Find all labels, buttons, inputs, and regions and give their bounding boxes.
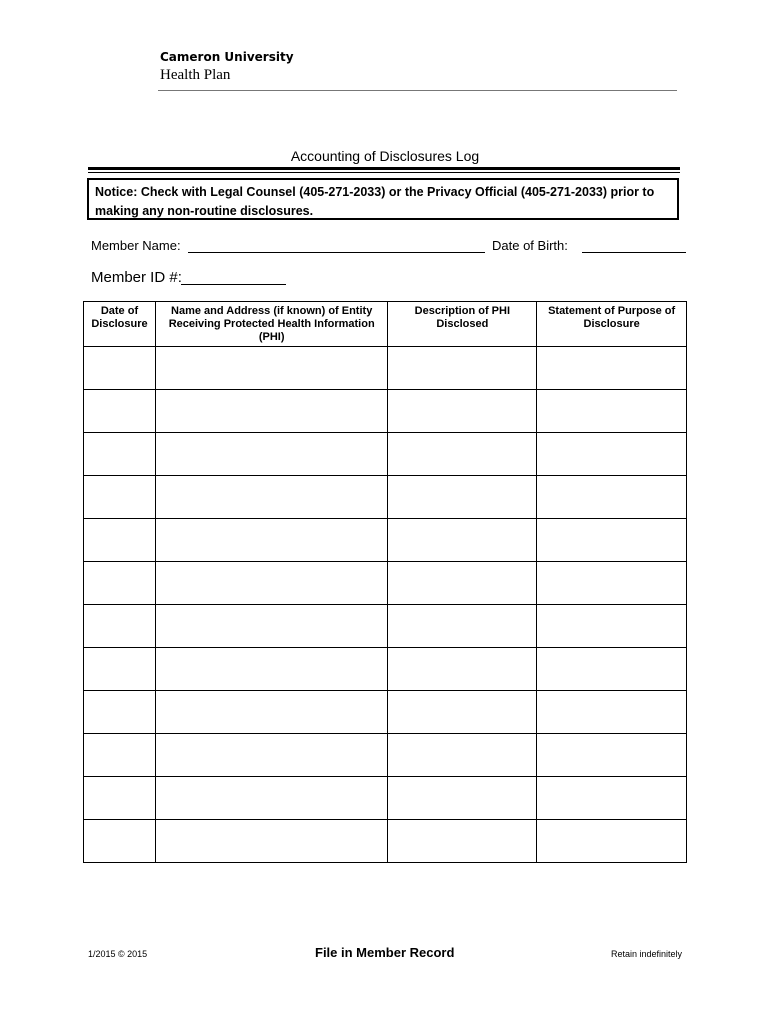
notice-box: Notice: Check with Legal Counsel (405-271-2033) or the Privacy Official (405-271-2033) prior to making any non-routine disclosures. [87, 178, 679, 220]
table-row [84, 605, 687, 648]
purpose-cell[interactable] [537, 476, 687, 519]
date-cell[interactable] [84, 691, 156, 734]
purpose-cell[interactable] [537, 691, 687, 734]
date-cell[interactable] [84, 820, 156, 863]
date-cell[interactable] [84, 390, 156, 433]
disclosure-log-table [83, 301, 687, 863]
recipient-cell[interactable] [155, 777, 387, 820]
description-cell[interactable] [388, 476, 537, 519]
column-header-date: Date of Disclosure [84, 302, 156, 347]
date-cell[interactable] [84, 519, 156, 562]
table-header-row [84, 302, 687, 347]
recipient-cell[interactable] [155, 648, 387, 691]
table-row [84, 562, 687, 605]
table-row [84, 777, 687, 820]
column-header-description: Description of PHI Disclosed [388, 302, 537, 347]
header-divider [158, 90, 677, 91]
description-cell[interactable] [388, 605, 537, 648]
date-cell[interactable] [84, 777, 156, 820]
date-of-birth-field[interactable] [582, 252, 686, 253]
date-cell[interactable] [84, 734, 156, 777]
purpose-cell[interactable] [537, 734, 687, 777]
recipient-cell[interactable] [155, 562, 387, 605]
purpose-cell[interactable] [537, 347, 687, 390]
date-cell[interactable] [84, 433, 156, 476]
description-cell[interactable] [388, 648, 537, 691]
purpose-cell[interactable] [537, 562, 687, 605]
description-cell[interactable] [388, 777, 537, 820]
recipient-cell[interactable] [155, 605, 387, 648]
table-row [84, 390, 687, 433]
table-row [84, 691, 687, 734]
description-cell[interactable] [388, 347, 537, 390]
date-of-birth-label: Date of Birth: [492, 238, 568, 253]
column-header-purpose: Statement of Purpose of Disclosure [537, 302, 687, 347]
table-row [84, 476, 687, 519]
table-row [84, 734, 687, 777]
plan-name: Health Plan [160, 67, 231, 83]
title-rule-thick [88, 167, 680, 170]
recipient-cell[interactable] [155, 347, 387, 390]
table-row [84, 433, 687, 476]
description-cell[interactable] [388, 734, 537, 777]
purpose-cell[interactable] [537, 777, 687, 820]
date-cell[interactable] [84, 605, 156, 648]
recipient-cell[interactable] [155, 390, 387, 433]
footer-instruction: File in Member Record [315, 945, 455, 960]
description-cell[interactable] [388, 820, 537, 863]
footer-retention: Retain indefinitely [611, 949, 683, 959]
description-cell[interactable] [388, 691, 537, 734]
table-row [84, 648, 687, 691]
purpose-cell[interactable] [537, 820, 687, 863]
purpose-cell[interactable] [537, 519, 687, 562]
recipient-cell[interactable] [155, 433, 387, 476]
recipient-cell[interactable] [155, 820, 387, 863]
date-cell[interactable] [84, 562, 156, 605]
table-row [84, 820, 687, 863]
footer-date: 1/2015 © 2015 [88, 949, 148, 959]
member-id-field[interactable] [181, 284, 286, 285]
description-cell[interactable] [388, 562, 537, 605]
member-id-label: Member ID #: [91, 269, 182, 286]
title-rule-thin [88, 172, 680, 173]
description-cell[interactable] [388, 433, 537, 476]
date-cell[interactable] [84, 476, 156, 519]
description-cell[interactable] [388, 390, 537, 433]
date-cell[interactable] [84, 648, 156, 691]
page-title: Accounting of Disclosures Log [290, 148, 480, 164]
purpose-cell[interactable] [537, 390, 687, 433]
date-cell[interactable] [84, 347, 156, 390]
recipient-cell[interactable] [155, 734, 387, 777]
member-name-label: Member Name: [91, 238, 181, 253]
purpose-cell[interactable] [537, 605, 687, 648]
column-header-recipient: Name and Address (if known) of Entity Receiving Protected Health Information (PHI) [155, 302, 387, 347]
member-name-field[interactable] [188, 252, 485, 253]
recipient-cell[interactable] [155, 519, 387, 562]
purpose-cell[interactable] [537, 648, 687, 691]
table-row [84, 347, 687, 390]
organization-name: Cameron University [160, 50, 294, 64]
description-cell[interactable] [388, 519, 537, 562]
purpose-cell[interactable] [537, 433, 687, 476]
table-row [84, 519, 687, 562]
recipient-cell[interactable] [155, 476, 387, 519]
recipient-cell[interactable] [155, 691, 387, 734]
